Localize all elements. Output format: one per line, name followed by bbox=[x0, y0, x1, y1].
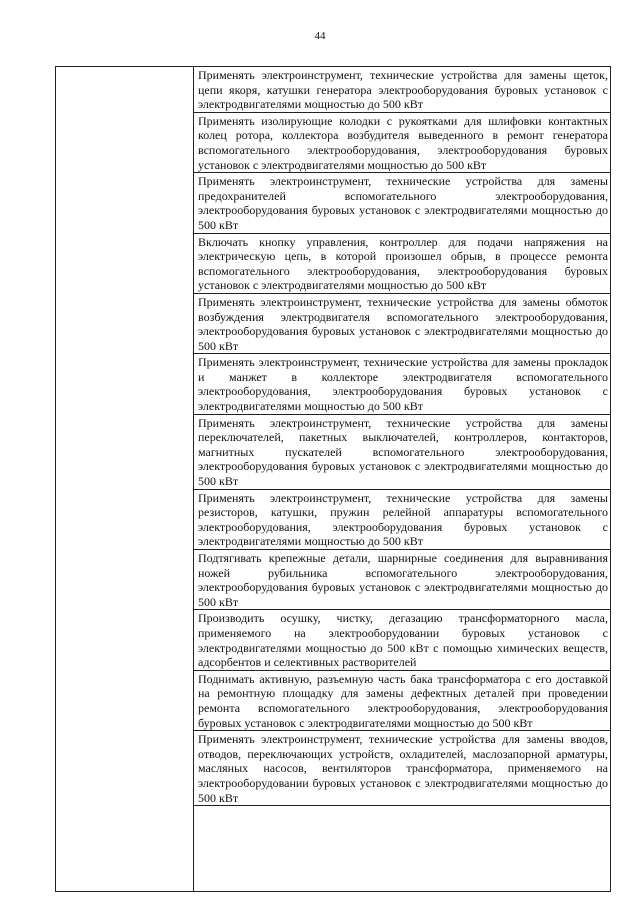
requirement-text: Подтягивать крепежные детали, шарнирные соединения для выравнивания ножей рубильника вспомогательного электрооборудования, электрооборудования буровых установок с электродвигателями мощностью до 500 кВт bbox=[198, 551, 608, 609]
requirement-cell bbox=[194, 67, 611, 113]
requirement-cell bbox=[194, 489, 611, 549]
table-body bbox=[56, 67, 611, 892]
requirement-text: Применять электроинструмент, технические устройства для замены резисторов, катушки, пружин релейной аппаратуры вспомогательного электрооборудования, электрооборудования буровых установок с электродвигателями мощностью до 500 кВт bbox=[198, 490, 608, 549]
requirement-text: Применять изолирующие колодки с рукоятками для шлифовки контактных колец ротора, коллектора возбудителя выведенного в ремонт генератора вспомогательного электрооборудования, электрооборудования буровых установок с электродвигателями мощностью до 500 кВт bbox=[198, 113, 608, 172]
requirement-text: Применять электроинструмент, технические устройства для замены обмоток возбуждения электродвигателя вспомогательного электрооборудования, электрооборудования буровых установок с электродвигателями мощностью до 500 кВт bbox=[198, 294, 608, 353]
requirement-cell bbox=[194, 731, 611, 806]
empty-cell bbox=[194, 806, 611, 892]
requirement-text: Применять электроинструмент, технические устройства для замены прокладок и манжет в коллекторе электродвигателя вспомогательного электрооборудования, электрооборудования буровых установок с электродвигателями мощностью до 500 кВт bbox=[198, 355, 608, 414]
requirement-cell bbox=[194, 173, 611, 233]
requirement-cell bbox=[194, 670, 611, 730]
requirement-text: Производить осушку, чистку, дегазацию трансформаторного масла, применяемого на электрооборудовании буровых установок с электродвигателями мощностью до 500 кВт с помощью химических веществ, адсорбентов и селективных растворителей bbox=[198, 611, 608, 670]
requirement-text: Применять электроинструмент, технические устройства для замены вводов, отводов, переключающих устройств, охладителей, маслозапорной арматуры, масляных насосов, вентиляторов трансформатора, применяемого на электрооборудовании буровых установок с электродвигателями мощностью до 500 кВт bbox=[198, 732, 608, 805]
requirement-text: Применять электроинструмент, технические устройства для замены предохранителей вспомогательного электрооборудования, электрооборудования буровых установок с электродвигателями мощностью до 500 кВт bbox=[198, 174, 608, 232]
skills-table bbox=[55, 66, 611, 892]
requirement-text: Поднимать активную, разъемную часть бака трансформатора с его доставкой на ремонтную площадку для замены дефектных деталей при проведении ремонта вспомогательного электрооборудования, электрооборудования буровых установок с электродвигателями мощностью до 500 кВт bbox=[198, 671, 608, 730]
requirement-cell bbox=[194, 354, 611, 414]
requirement-text: Применять электроинструмент, технические устройства для замены переключателей, пакетных выключателей, контроллеров, контакторов, магнитных пускателей вспомогательного электрооборудования, электрооборудования буровых установок с электродвигателями мощностью до 500 кВт bbox=[198, 415, 608, 489]
requirement-cell bbox=[194, 550, 611, 610]
requirement-cell bbox=[194, 414, 611, 489]
requirement-cell bbox=[194, 610, 611, 670]
requirement-text: Применять электроинструмент, технические устройства для замены щеток, цепи якоря, катушки генератора электрооборудования буровых установок с электродвигателями мощностью до 500 кВт bbox=[198, 68, 608, 112]
requirement-cell bbox=[194, 233, 611, 293]
page-number: 44 bbox=[314, 30, 326, 42]
requirement-cell bbox=[194, 112, 611, 172]
requirement-cell bbox=[194, 293, 611, 353]
table-row bbox=[56, 67, 611, 113]
left-column-cell bbox=[56, 67, 194, 892]
requirement-text: Включать кнопку управления, контроллер для подачи напряжения на электрическую цепь, в которой произошел обрыв, в процессе ремонта вспомогательного электрооборудования, электрооборудования буровых установок с электродвигателями мощностью до 500 кВт bbox=[198, 234, 608, 293]
